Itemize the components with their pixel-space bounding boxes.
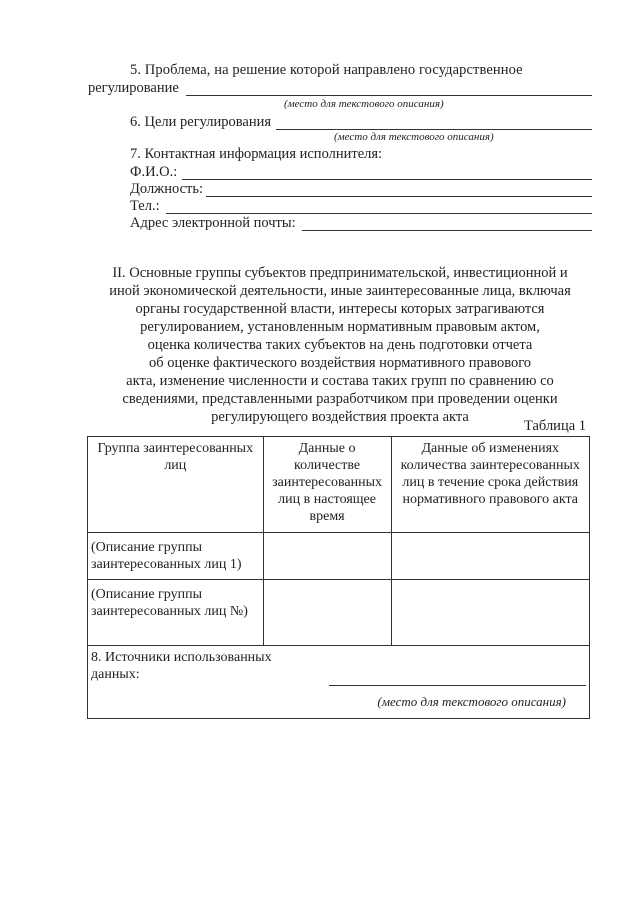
section2-heading: [90, 264, 590, 426]
item5-hint: (место для текстового описания): [284, 98, 444, 110]
item5-field-line[interactable]: [186, 95, 592, 96]
heading-line: регулирующего воздействия проекта акта: [211, 409, 469, 425]
email-field-line[interactable]: [302, 230, 592, 231]
table-cell[interactable]: [263, 580, 391, 646]
item7-title: 7. Контактная информация исполнителя:: [130, 146, 383, 162]
heading-line: иной экономической деятельности, иные заинтересованные лица, включая: [109, 283, 571, 299]
table-cell[interactable]: [391, 580, 589, 646]
heading-line: регулированием, установленным нормативным правовым актом,: [140, 319, 540, 335]
sources-cell: [88, 646, 590, 719]
sources-field-line[interactable]: [329, 685, 586, 686]
email-label: Адрес электронной почты:: [130, 215, 296, 231]
heading-line: II. Основные группы субъектов предпринимательской, инвестиционной и: [112, 265, 568, 281]
position-field-line[interactable]: [206, 196, 592, 197]
heading-line: сведениями, представленными разработчиком при проведении оценки: [122, 391, 558, 407]
heading-line: оценка количества таких субъектов на день подготовки отчета: [147, 337, 533, 353]
table-cell[interactable]: [263, 533, 391, 580]
phone-label: Тел.:: [130, 198, 160, 214]
header-cell: Данные об изменениях количества заинтересованных лиц в течение срока действия нормативного правового акта: [391, 437, 589, 533]
item6-field-line[interactable]: [276, 129, 592, 130]
header-cell: Группа заинтересованных лиц: [88, 437, 264, 533]
table-cell: (Описание группы заинтересованных лиц №): [88, 580, 264, 646]
sources-label: 8. Источники использованных данных:: [91, 650, 272, 682]
heading-line: акта, изменение численности и состава таких групп по сравнению со: [126, 373, 554, 389]
fio-field-line[interactable]: [182, 179, 592, 180]
table-cell[interactable]: [391, 533, 589, 580]
sources-hint: (место для текстового описания): [377, 694, 566, 709]
item5-line2: регулирование: [88, 80, 179, 96]
item6-hint: (место для текстового описания): [334, 131, 494, 143]
item6-label: 6. Цели регулирования: [130, 114, 272, 130]
header-cell: Данные о количестве заинтересованных лиц в настоящее время: [263, 437, 391, 533]
heading-line: органы государственной власти, интересы которых затрагиваются: [135, 301, 545, 317]
table-row: [88, 533, 590, 580]
item5-line1: 5. Проблема, на решение которой направлено государственное: [130, 62, 523, 78]
table-label: Таблица 1: [524, 418, 587, 434]
table-row: [88, 580, 590, 646]
sources-row: [88, 646, 590, 719]
table-header-row: [88, 437, 590, 533]
table-cell: (Описание группы заинтересованных лиц 1): [88, 533, 264, 580]
heading-line: об оценке фактического воздействия нормативного правового: [148, 355, 532, 371]
fio-label: Ф.И.О.:: [130, 164, 178, 180]
phone-field-line[interactable]: [166, 213, 592, 214]
stakeholder-table: [87, 436, 590, 719]
position-label: Должность:: [130, 181, 203, 197]
